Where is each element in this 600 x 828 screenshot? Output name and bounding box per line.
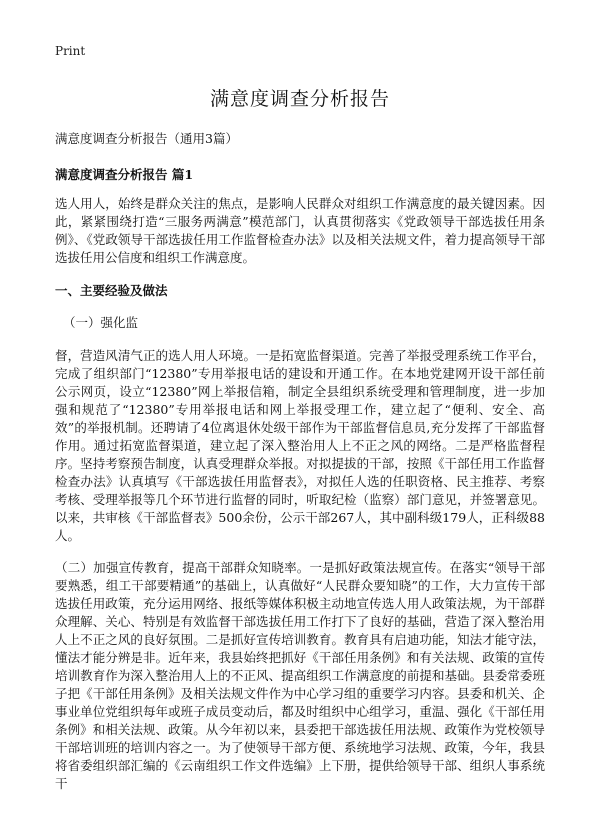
print-link[interactable]: Print [55,44,86,58]
intro-paragraph: 选人用人，始终是群众关注的焦点，是影响人民群众对组织工作满意度的最关键因素。因此，紧紧围绕打造“三服务两满意”模范部门，认真贯彻落实《党政领导干部选拔任用条例》、《党政领导干部选拔任用工作监督检查办法》以及相关法规文件，着力提高领导干部选拔任用公信度和组织工作满意度。 [55,196,545,265]
body-paragraph-1: 督，营造风清气正的选人用人环境。一是拓宽监督渠道。完善了举报受理系统工作平台，完成了组织部门“12380”专用举报电话的建设和开通工作。在本地党建网开设干部任前公示网页，设立“12380”网上举报信箱，制定全县组织系统受理和管理制度，进一步加强和规范了“12380”专用举报电话和网上举报受理工作，建立起了“便利、安全、高效”的举报机制。还聘请了4位离退休处级干部作为干部监督信息员,充分发挥了干部监督作用。通过拓宽监督渠道，建立起了深入整治用人上不正之风的网络。二是严格监督程序。坚持考察预告制度，认真受理群众举报。对拟提拔的干部，按照《干部任用工作监督检查办法》认真填写《干部选拔任用监督表》，对拟任人选的任职资格、民主推荐、考察考核、受理举报等几个环节进行监督的同时，听取纪检（监察）部门意见，并签署意见。以来，共审核《干部监督表》500余份，公示干部267人，其中副科级179人，正科级88人。 [55,348,545,543]
document-subtitle: 满意度调查分析报告（通用3篇） [55,131,238,146]
body-paragraph-2: （二）加强宣传教育，提高干部群众知晓率。一是抓好政策法规宣传。在落实“领导干部要熟悉，组工干部要精通”的基础上，认真做好“人民群众要知晓”的工作，大力宣传干部选拔任用政策，充分运用网络、报纸等媒体积极主动地宣传选人用人政策法规，为干部群众理解、关心、特别是有效监督干部选拔任用工作打下了良好的基础，营造了深入整治用人上不正之风的良好氛围。二是抓好宣传培训教育。教育具有启迪功能，知法才能守法，懂法才能分辨是非。近年来，我县始终把抓好《干部任用条例》和有关法规、政策的宣传培训教育作为深入整治用人上的不正风、提高组织工作满意度的前提和基础。县委常委班子把《干部任用条例》及相关法规文件作为中心学习组的重要学习内容。县委和机关、企事业单位党组织每年或班子成员变动后，都及时组织中心组学习，重温、强化《干部任用条例》和相关法规、政策。从今年初以来，县委把干部选拔任用法规、政策作为党校领导干部培训班的培训内容之一。为了使领导干部方便、系统地学习法规、政策，今年，我县将省委组织部汇编的《云南组织工作文件选编》上下册，提供给领导干部、组织人事系统干 [55,560,545,791]
subsection-heading: （一）强化监 [63,315,139,330]
section-heading: 一、主要经验及做法 [55,283,168,298]
part-heading: 满意度调查分析报告 篇1 [55,167,194,182]
document-title: 满意度调查分析报告 [209,88,390,110]
